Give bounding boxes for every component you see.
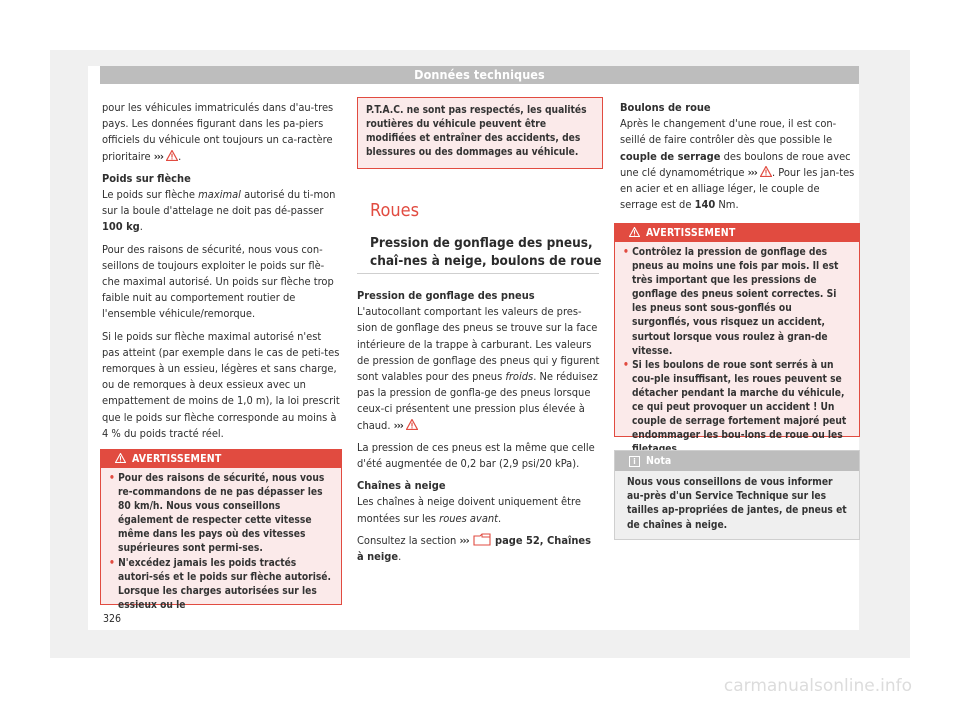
paragraph: Pour des raisons de sécurité, nous vous con-seillons de toujours exploiter le poids sur flè-che maximal autorisé. Un poids sur flèche trop faible nuit au comportement routier de l'ensemble véhicule/remorque. (102, 242, 334, 321)
warning-icon (629, 227, 640, 237)
warning-box-continued (357, 97, 603, 169)
reference-arrow[interactable]: ››› (747, 165, 757, 179)
info-icon: i (629, 456, 640, 467)
page-header: Données techniques (100, 66, 859, 84)
column-left (102, 100, 340, 448)
paragraph: Consultez la section ››› page 52, Chaînes à neige. (357, 533, 592, 564)
warning-icon (115, 453, 126, 463)
reference-arrow[interactable]: ››› (459, 533, 469, 547)
note-text: Nous vous conseillons de vous informer au-près d'un Service Technique sur les tailles ap-propriées de jantes, de pneus et de chaînes à neige. (627, 477, 847, 531)
warning-icon (406, 419, 418, 430)
paragraph: Le poids sur flèche maximal autorisé du ti-mon sur la boule d'attelage ne doit pas dé-passer 100 kg. (102, 188, 336, 234)
paragraph: Les chaînes à neige doivent uniquement être montées sur les roues avant. (357, 495, 581, 525)
watermark: carmanualsonline.info (723, 676, 912, 696)
paragraph: pour les véhicules immatriculés dans d'au-tres pays. Les données figurant dans les pa-piers officiels du véhicule ont toujours un ca-ractère prioritaire ››› . (102, 101, 334, 163)
warning-item: • Contrôlez la pression de gonflage des pneus au moins une fois par mois. Il est très important que les pressions de gonflage des pneus soient correctes. Si les pneus sont sous-gonflés ou surgonflés, vous risquez un accident, surtout lorsque vous roulez à gran-de vitesse. (623, 247, 839, 357)
divider (357, 273, 599, 274)
warning-item: • Si les boulons de roue sont serrés à un cou-ple insuffisant, les roues peuvent se détacher pendant la marche du véhicule, ce qui peut provoquer un accident ! Un couple de serrage fortement majoré peut endommager les bou-lons de roue ou les (623, 359, 847, 442)
note-header: i Nota (615, 451, 859, 471)
column-middle (357, 288, 601, 571)
paragraph: Si le poids sur flèche maximal autorisé n'est pas atteint (par exemple dans le cas de peti-tes remorques à un essieu, légères et sans charge, ou de remorques à deux essieux avec un empattement de moins de 1,0 m), la loi prescrit que le poids sur flèche corresponde au moins à 4 % du poids tracté réel. (102, 329, 340, 440)
page-reference-link[interactable]: page 52, Chaînes à neige (357, 533, 592, 564)
page-number: 326 (103, 613, 122, 625)
warning-item: • N'excédez jamais les poids tractés autori-sés et le poids sur flèche autorisé. Lorsque les charges autorisées sur les essieux ou le (109, 557, 331, 611)
heading: Poids sur flèche (102, 171, 191, 185)
warning-box (614, 223, 860, 442)
reference-arrow[interactable]: ››› (393, 418, 403, 432)
warning-box (100, 449, 342, 611)
warning-icon (166, 150, 178, 161)
paragraph: La pression de ces pneus est la même que celle d'été augmentée de 0,2 bar (2,9 psi/20 kPa). (357, 440, 595, 471)
warning-continued-text: P.T.A.C. ne sont pas respectés, les qualités routières du véhicule peuvent être modifiées et entraîner des accidents, des blessures ou des dommages au véhicule. (366, 105, 587, 159)
warning-header: AVERTISSEMENT (101, 450, 341, 468)
section-subtitle: Pression de gonflage des pneus, chaî-nes à neige, boulons de roue (370, 235, 602, 269)
heading: Boulons de roue (620, 101, 711, 114)
heading: Chaînes à neige (357, 479, 446, 493)
column-right (620, 100, 858, 219)
book-reference-icon (472, 533, 492, 546)
reference-arrow[interactable]: ››› (153, 149, 163, 163)
warning-item: • Pour des raisons de sécurité, nous vous re-commandons de ne pas dépasser les 80 km/h. Nous vous conseillons également de respecter cette vitesse même dans les pays où des vitesses supérieures sont permi-ses. (109, 473, 325, 555)
paragraph: L'autocollant comportant les valeurs de pres-sion de gonflage des pneus se trouve sur la face intérieure de la trappe à carburant. Les valeurs de pression de gonflage des pneus qui y figurent sont valables pour des pneus froids. Ne réduisez pas la pression de gonfla-ge des pneus lorsque ceux-ci présentent une pression plus élevée à chaud. ››› (357, 305, 600, 432)
warning-icon (760, 166, 772, 177)
paragraph: Après le changement d'une roue, il est con-seillé de faire contrôler dès que possible le couple de serrage des boulons de roue avec une clé dynamométrique ››› . Pour les jan-tes en acier et en alliage léger, le couple de serrage est de 140 Nm. (620, 117, 855, 212)
heading: Pression de gonflage des pneus (357, 289, 535, 302)
section-title: Roues (370, 200, 420, 221)
warning-header: AVERTISSEMENT (615, 224, 859, 242)
note-box (614, 450, 860, 540)
